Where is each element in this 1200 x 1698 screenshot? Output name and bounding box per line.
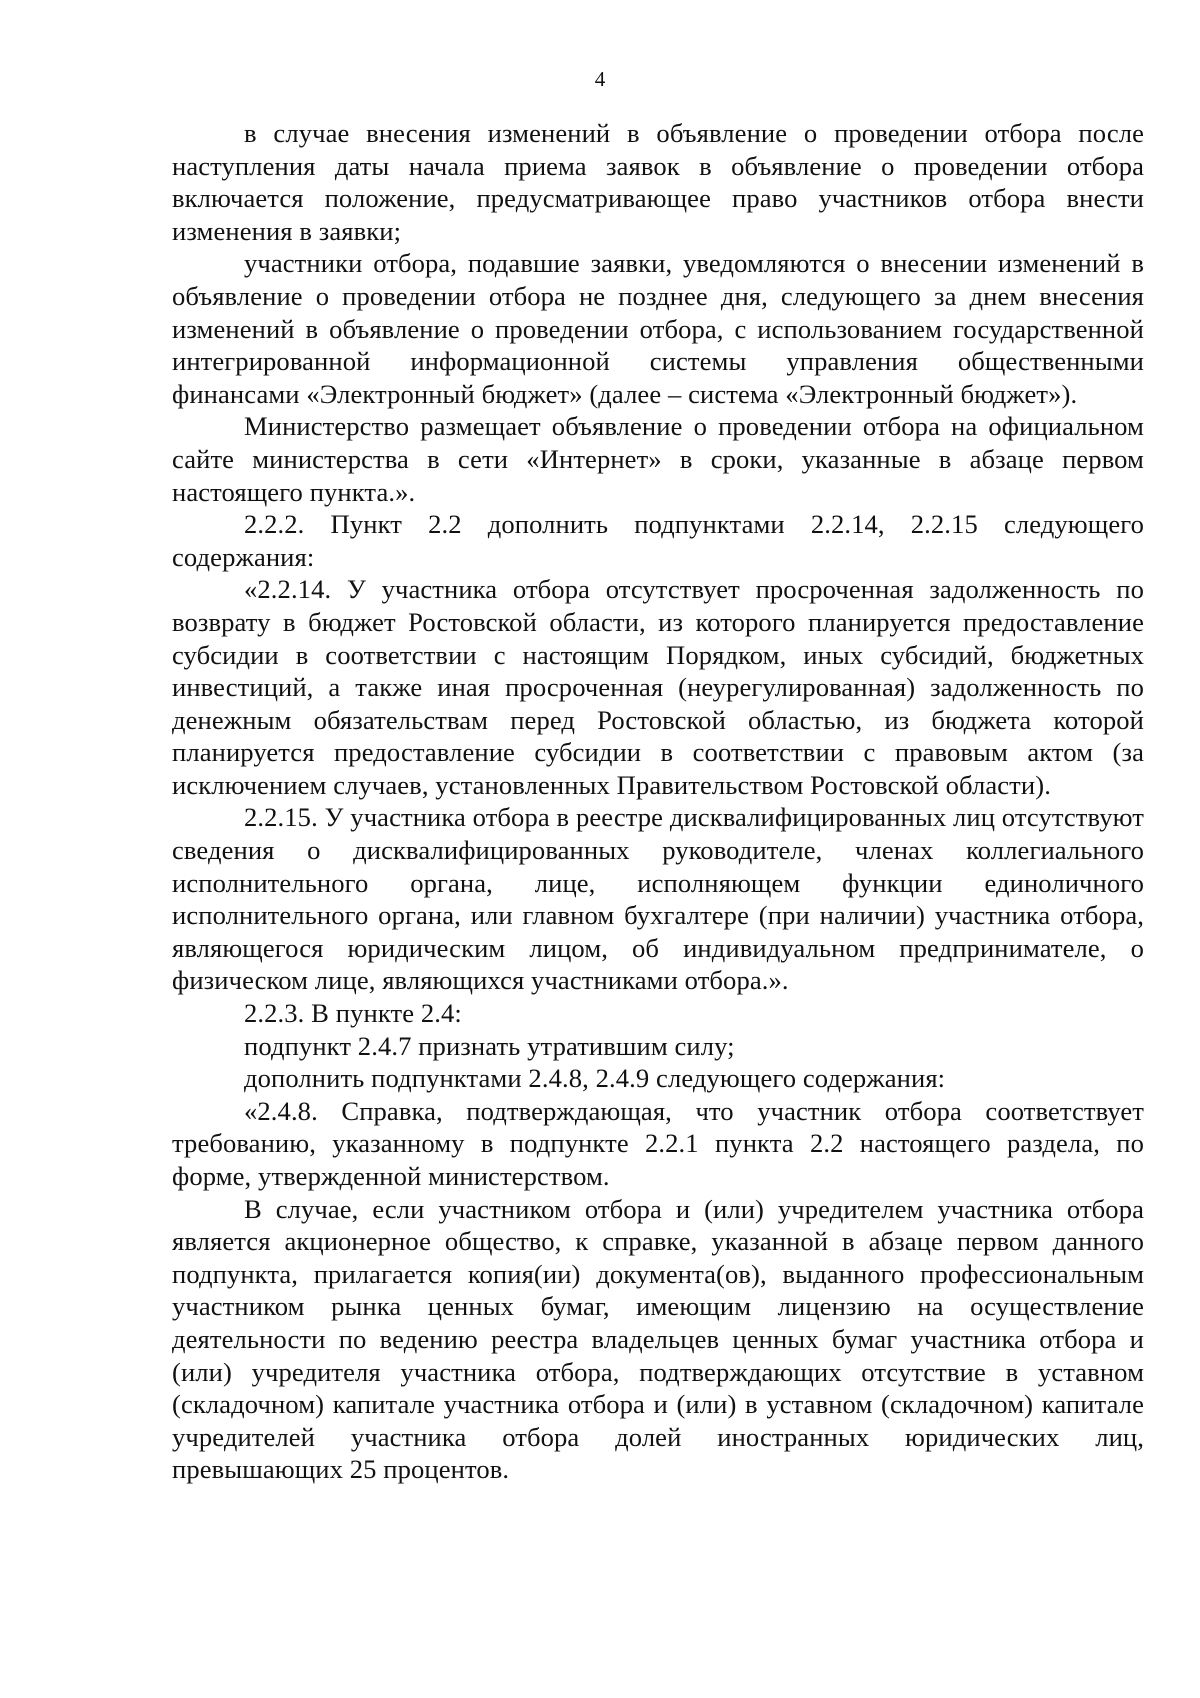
paragraph-subclause-2-4-7: подпункт 2.4.7 признать утратившим силу; (244, 1030, 735, 1061)
paragraph-clause-2-2-3: 2.2.3. В пункте 2.4: (244, 998, 462, 1029)
document-body (172, 117, 1144, 1486)
paragraph-amendments-notice: в случае внесения изменений в объявление о проведении отбора после наступления даты начала приема заявок в объявление о проведении отбора включается положение, предусматривающее право участников отбора внести изменения в заявки; (172, 118, 1144, 246)
paragraph-participants-notified: участники отбора, подавшие заявки, уведомляются о внесении изменений в объявление о проведении отбора не позднее дня, следующего за днем внесения изменений в объявление о проведении отбора, с использованием государственной интегрированной информационной системы управления общественными финансами «Электронный бюджет» (далее – система «Электронный бюджет»). (172, 248, 1144, 409)
paragraph-joint-stock-company: В случае, если участником отбора и (или) учредителем участника отбора является акционерное общество, к справке, указанной в абзаце первом данного подпункта, прилагается копия(ии) документа(ов), выданного профессиональным участником рынка ценных бумаг, имеющим лицензию на осуществление деятельности по ведению реестра владельцев ценных бумаг участника отбора и (или) учредителя участника отбора, подтверждающих отсутствие в уставном (складочном) капитале участника отбора и (или) в уставном (складочном) капитале учредителей участника отбора долей иностранных юридических лиц, превышающих 25 процентов. (172, 1193, 1144, 1485)
paragraph-ministry-publishes: Министерство размещает объявление о проведении отбора на официальном сайте министерства в сети «Интернет» в сроки, указанные в абзаце первом настоящего пункта.». (172, 411, 1144, 507)
page-number: 4 (594, 67, 606, 91)
paragraph-clause-2-2-14: «2.2.14. У участника отбора отсутствует просроченная задолженность по возврату в бюджет Ростовской области, из которого планируется предоставление субсидии в соответствии с настоящим Порядком, иных субсидий, бюджетных инвестиций, а также иная просроченная (неурегулированная) задолженность по денежным обязательствам перед Ростовской областью, из бюджета которой планируется предоставление субсидии в соответствии с правовым актом (за исключением случаев, установленных Правительством Ростовской области). (172, 574, 1144, 800)
paragraph-clause-2-4-8: «2.4.8. Справка, подтверждающая, что участник отбора соответствует требованию, указанному в подпункте 2.2.1 пункта 2.2 настоящего раздела, по форме, утвержденной министерством. (172, 1095, 1144, 1191)
paragraph-clause-2-2-2: 2.2.2. Пункт 2.2 дополнить подпунктами 2.2.14, 2.2.15 следующего содержания: (172, 509, 1144, 572)
paragraph-add-subclauses: дополнить подпунктами 2.4.8, 2.4.9 следующего содержания: (244, 1063, 946, 1094)
paragraph-clause-2-2-15: 2.2.15. У участника отбора в реестре дисквалифицированных лиц отсутствуют сведения о дисквалифицированных руководителе, членах коллегиального исполнительного органа, лице, исполняющем функции единоличного исполнительного органа, или главном бухгалтере (при наличии) участника отбора, являющегося юридическим лицом, об индивидуальном предпринимателе, о физическом лице, являющихся участниками отбора.». (172, 802, 1144, 996)
